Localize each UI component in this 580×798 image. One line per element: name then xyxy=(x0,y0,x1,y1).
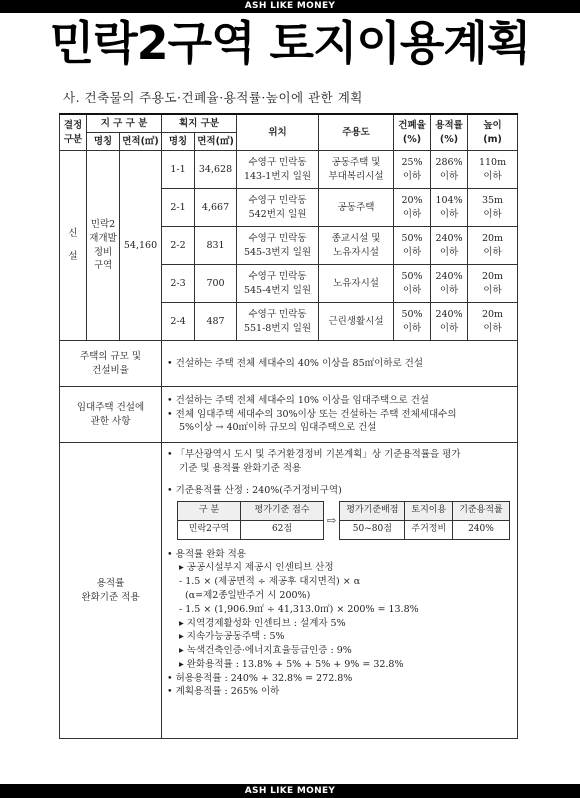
lot-no: 1-1 xyxy=(162,151,195,189)
lot-no: 2-1 xyxy=(162,189,195,227)
housing-scale-label: 주택의 규모 및 건설비율 xyxy=(60,341,162,387)
district-name-cell: 민락2 재개발 정비 구역 xyxy=(87,151,120,341)
header-decision-division: 결정 구분 xyxy=(60,114,87,151)
lot-area: 831 xyxy=(195,227,237,265)
lot-use: 공동주택 xyxy=(319,189,394,227)
lot-location: 수영구 민락동 542번지 일원 xyxy=(237,189,319,227)
header-district-area: 면적(㎡) xyxy=(120,133,162,151)
result-header: 토지이용 xyxy=(405,502,453,521)
result-header: 평가기준배점 xyxy=(340,502,405,521)
section-title: 사. 건축물의 주용도·건폐율·용적률·높이에 관한 계획 xyxy=(63,90,363,105)
relax-title: • 용적률 완화 적용 xyxy=(167,548,246,560)
bottom-banner: ASH LIKE MONEY xyxy=(0,784,580,798)
base-far-calc: • 기준용적률 산정 : 240%(주거정비구역) xyxy=(167,484,342,496)
relax-line: ▸ 공공시설부지 제공시 인센티브 산정 xyxy=(179,562,334,574)
lot-height: 110m 이하 xyxy=(468,151,518,189)
evaluation-score-table xyxy=(177,501,324,539)
relax-line: - 1.5 × (제공면적 ÷ 제공후 대지면적) × α xyxy=(179,576,361,588)
lot-far: 286% 이하 xyxy=(431,151,468,189)
rental-line: 5%이상 → 40㎡이하 규모의 임대주택으로 건설 xyxy=(179,422,377,434)
lot-location: 수영구 민락동 551-8번지 일원 xyxy=(237,303,319,341)
lot-height: 20m 이하 xyxy=(468,227,518,265)
result-cell: 240% xyxy=(453,520,509,539)
base-far-result-table xyxy=(339,501,509,539)
relax-line: (α=제2종일반주거 시 200%) xyxy=(185,589,311,601)
arrow-right-icon: ⇨ xyxy=(327,513,337,527)
planned-far: • 계획용적률 : 265% 이하 xyxy=(167,686,280,698)
far-relax-label: 용적률 완화기준 적용 xyxy=(60,443,162,739)
eval-cell: 62점 xyxy=(241,520,324,539)
header-lot: 획지 구분 xyxy=(162,114,237,133)
header-height: 높이 (m) xyxy=(468,114,518,151)
relax-line: - 1.5 × (1,906.9㎡ ÷ 41,313.0㎡) × 200% = 13.8% xyxy=(179,603,419,615)
header-lot-name: 명칭 xyxy=(162,133,195,151)
allowed-far: • 허용용적률 : 240% + 32.8% = 272.8% xyxy=(167,672,353,684)
rental-line: • 전체 임대주택 세대수의 30%이상 또는 건설하는 주택 전체세대수의 xyxy=(167,408,457,420)
lot-use: 노유자시설 xyxy=(319,265,394,303)
header-lot-area: 면적(㎡) xyxy=(195,133,237,151)
lot-no: 2-3 xyxy=(162,265,195,303)
lot-bcr: 50% 이하 xyxy=(394,303,431,341)
lot-no: 2-4 xyxy=(162,303,195,341)
header-far: 용적률 (%) xyxy=(431,114,468,151)
lot-far: 104% 이하 xyxy=(431,189,468,227)
evaluation-tables xyxy=(177,501,512,539)
relax-line: ▸ 완화용적률 : 13.8% + 5% + 5% + 9% = 32.8% xyxy=(179,658,404,670)
lot-bcr: 50% 이하 xyxy=(394,265,431,303)
lot-use: 공동주택 및 부대복리시설 xyxy=(319,151,394,189)
result-header: 기준용적률 xyxy=(453,502,509,521)
far-intro-line: 기준 및 용적률 완화기준 적용 xyxy=(179,462,302,474)
land-use-plan-table xyxy=(59,113,518,739)
far-intro-line: • 「부산광역시 도시 및 주거환경정비 기본계획」상 기준용적률을 평가 xyxy=(167,449,461,460)
relax-line: ▸ 지역경제활성화 인센티브 : 설계자 5% xyxy=(179,617,346,629)
relax-line: ▸ 녹색건축인증·에너지효율등급인증 : 9% xyxy=(179,645,352,657)
lot-use: 종교시설 및 노유자시설 xyxy=(319,227,394,265)
lot-location: 수영구 민락동 143-1번지 일원 xyxy=(237,151,319,189)
lot-bcr: 20% 이하 xyxy=(394,189,431,227)
lot-far: 240% 이하 xyxy=(431,265,468,303)
housing-scale-text: • 건설하는 주택 전체 세대수의 40% 이상을 85㎡이하로 건설 xyxy=(162,341,518,387)
lot-location: 수영구 민락동 545-3번지 일원 xyxy=(237,227,319,265)
eval-header: 평가기준 점수 xyxy=(241,502,324,521)
header-district: 지 구 구 분 xyxy=(87,114,162,133)
header-district-name: 명칭 xyxy=(87,133,120,151)
decision-cell: 신 설 xyxy=(60,151,87,341)
rental-text xyxy=(162,387,518,443)
district-area-cell: 54,160 xyxy=(120,151,162,341)
lot-no: 2-2 xyxy=(162,227,195,265)
lot-use: 근린생활시설 xyxy=(319,303,394,341)
header-main-use: 주용도 xyxy=(319,114,394,151)
rental-line: • 건설하는 주택 전체 세대수의 10% 이상을 임대주택으로 건설 xyxy=(167,394,429,406)
lot-height: 20m 이하 xyxy=(468,265,518,303)
result-cell: 주거정비 xyxy=(405,520,453,539)
lot-height: 35m 이하 xyxy=(468,189,518,227)
lot-area: 34,628 xyxy=(195,151,237,189)
relax-line: ▸ 지속가능공동주택 : 5% xyxy=(179,631,285,643)
rental-label: 임대주택 건설에 관한 사항 xyxy=(60,387,162,443)
lot-far: 240% 이하 xyxy=(431,303,468,341)
header-location: 위치 xyxy=(237,114,319,151)
eval-header: 구 분 xyxy=(178,502,241,521)
lot-area: 487 xyxy=(195,303,237,341)
lot-area: 700 xyxy=(195,265,237,303)
far-relax-content xyxy=(162,443,518,739)
lot-height: 20m 이하 xyxy=(468,303,518,341)
lot-bcr: 50% 이하 xyxy=(394,227,431,265)
page-title: 민락2구역 토지이용계획 xyxy=(49,16,531,70)
lot-far: 240% 이하 xyxy=(431,227,468,265)
result-cell: 50~80점 xyxy=(340,520,405,539)
top-banner: ASH LIKE MONEY xyxy=(0,0,580,13)
lot-bcr: 25% 이하 xyxy=(394,151,431,189)
header-bcr: 건폐율 (%) xyxy=(394,114,431,151)
lot-area: 4,667 xyxy=(195,189,237,227)
lot-location: 수영구 민락동 545-4번지 일원 xyxy=(237,265,319,303)
eval-cell: 민락2구역 xyxy=(178,520,241,539)
